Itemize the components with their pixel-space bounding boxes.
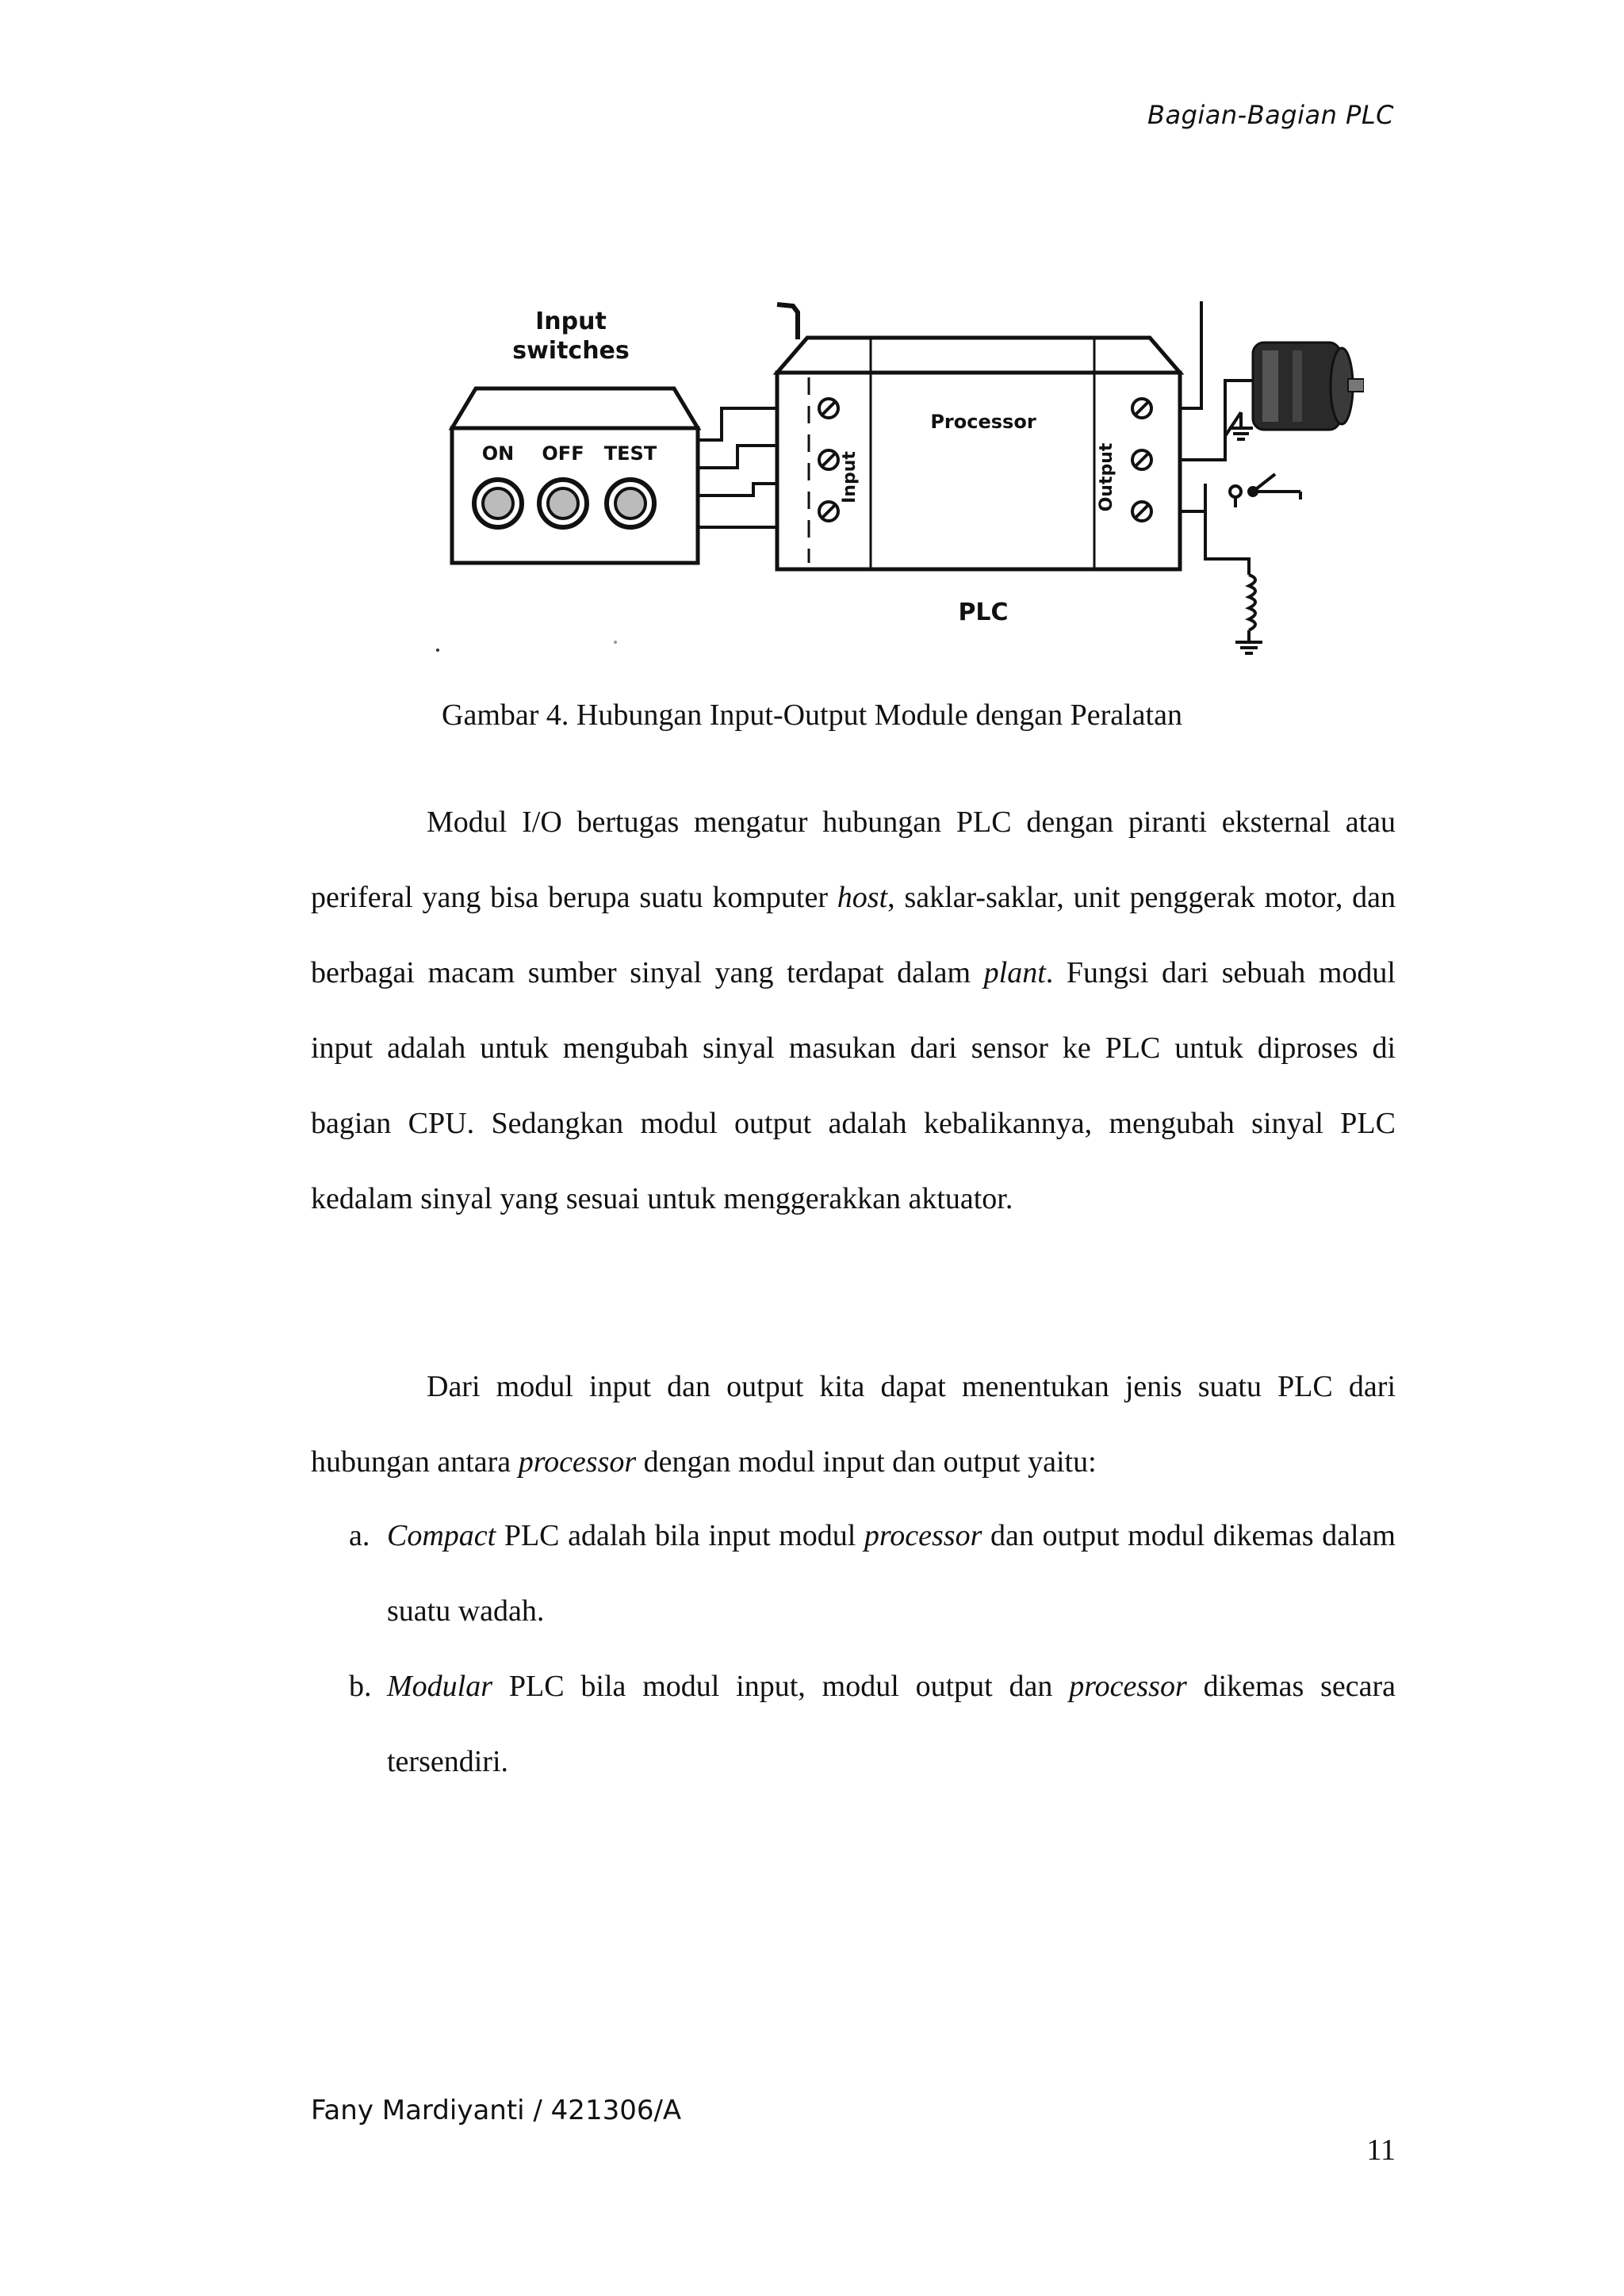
paragraph-text: Dari modul input dan output kita dapat menentukan jenis suatu PLC dari hubungan antara — [311, 1370, 1396, 1479]
test-label: TEST — [603, 442, 657, 465]
input-switches-label-2: switches — [512, 337, 630, 365]
list-text: PLC adalah bila input modul — [496, 1519, 864, 1552]
plc-label: PLC — [958, 599, 1009, 626]
italic-term: processor — [518, 1445, 637, 1479]
input-module-label: Input — [840, 451, 860, 503]
push-button-icon — [539, 480, 587, 527]
switch-icon — [1205, 474, 1300, 511]
screw-terminal-icon — [1132, 450, 1151, 469]
coil-icon — [1249, 575, 1255, 642]
paragraph-text: . Fungsi dari sebuah modul input adalah untuk mengubah sinyal masukan dari sensor ke PLC untuk diproses di bagian CPU. Sedangkan modul output adalah kebalikannya, mengubah sinyal PLC kedalam sinyal yang sesuai untuk menggerakkan aktuator. — [311, 956, 1396, 1215]
plc-unit — [777, 304, 1180, 626]
paragraph-text: , saklar-saklar, unit penggerak motor, dan berbagai macam sumber sinyal yang terdapat dalam — [311, 881, 1396, 989]
list-item-text — [387, 1498, 1396, 1649]
italic-term: plant — [983, 956, 1046, 989]
list-text: PLC bila modul input, modul output dan — [492, 1670, 1070, 1703]
motor-icon — [1253, 342, 1364, 430]
footer-author: Fany Mardiyanti / 421306/A — [311, 2095, 682, 2126]
italic-term: Modular — [387, 1670, 492, 1703]
screw-terminal-icon — [819, 502, 838, 521]
list-item — [311, 1498, 1396, 1649]
list-text: dikemas secara tersendiri. — [387, 1670, 1396, 1778]
output-module-label: Output — [1097, 442, 1116, 512]
list-text: dan output modul dikemas dalam suatu wadah. — [387, 1519, 1396, 1628]
screw-terminal-icon — [1132, 502, 1151, 521]
input-switches-label: Input — [535, 308, 607, 335]
paragraph-text: Modul I/O bertugas mengatur hubungan PLC dengan piranti eksternal atau periferal yang bisa berupa suatu komputer — [311, 806, 1396, 914]
italic-term: processor — [864, 1519, 982, 1552]
italic-term: Compact — [387, 1519, 496, 1552]
list-marker: a. — [349, 1519, 370, 1552]
list-item — [311, 1649, 1396, 1800]
figure-caption: Gambar 4. Hubungan Input-Output Module dengan Peralatan — [442, 698, 1182, 732]
italic-term: host — [837, 881, 888, 914]
page-number: 11 — [1366, 2133, 1396, 2167]
screw-terminal-icon — [819, 450, 838, 469]
input-switch-box — [452, 388, 698, 563]
plc-type-list — [311, 1498, 1396, 1800]
on-label: ON — [481, 442, 515, 465]
io-module-diagram — [428, 301, 1364, 674]
italic-term: processor — [1069, 1670, 1187, 1703]
screw-terminal-icon — [819, 399, 838, 418]
screw-terminal-icon — [1132, 399, 1151, 418]
list-marker: b. — [349, 1670, 372, 1703]
off-label: OFF — [542, 442, 584, 465]
ground-icon — [1235, 642, 1262, 653]
paragraph-text: dengan modul input dan output yaitu: — [636, 1445, 1097, 1479]
paragraph-io-module — [311, 785, 1396, 1237]
running-header: Bagian-Bagian PLC — [1147, 100, 1394, 130]
paragraph-plc-types — [311, 1349, 1396, 1500]
push-button-icon — [607, 480, 654, 527]
processor-label: Processor — [930, 411, 1036, 433]
list-item-text — [387, 1649, 1396, 1800]
push-button-icon — [474, 480, 522, 527]
